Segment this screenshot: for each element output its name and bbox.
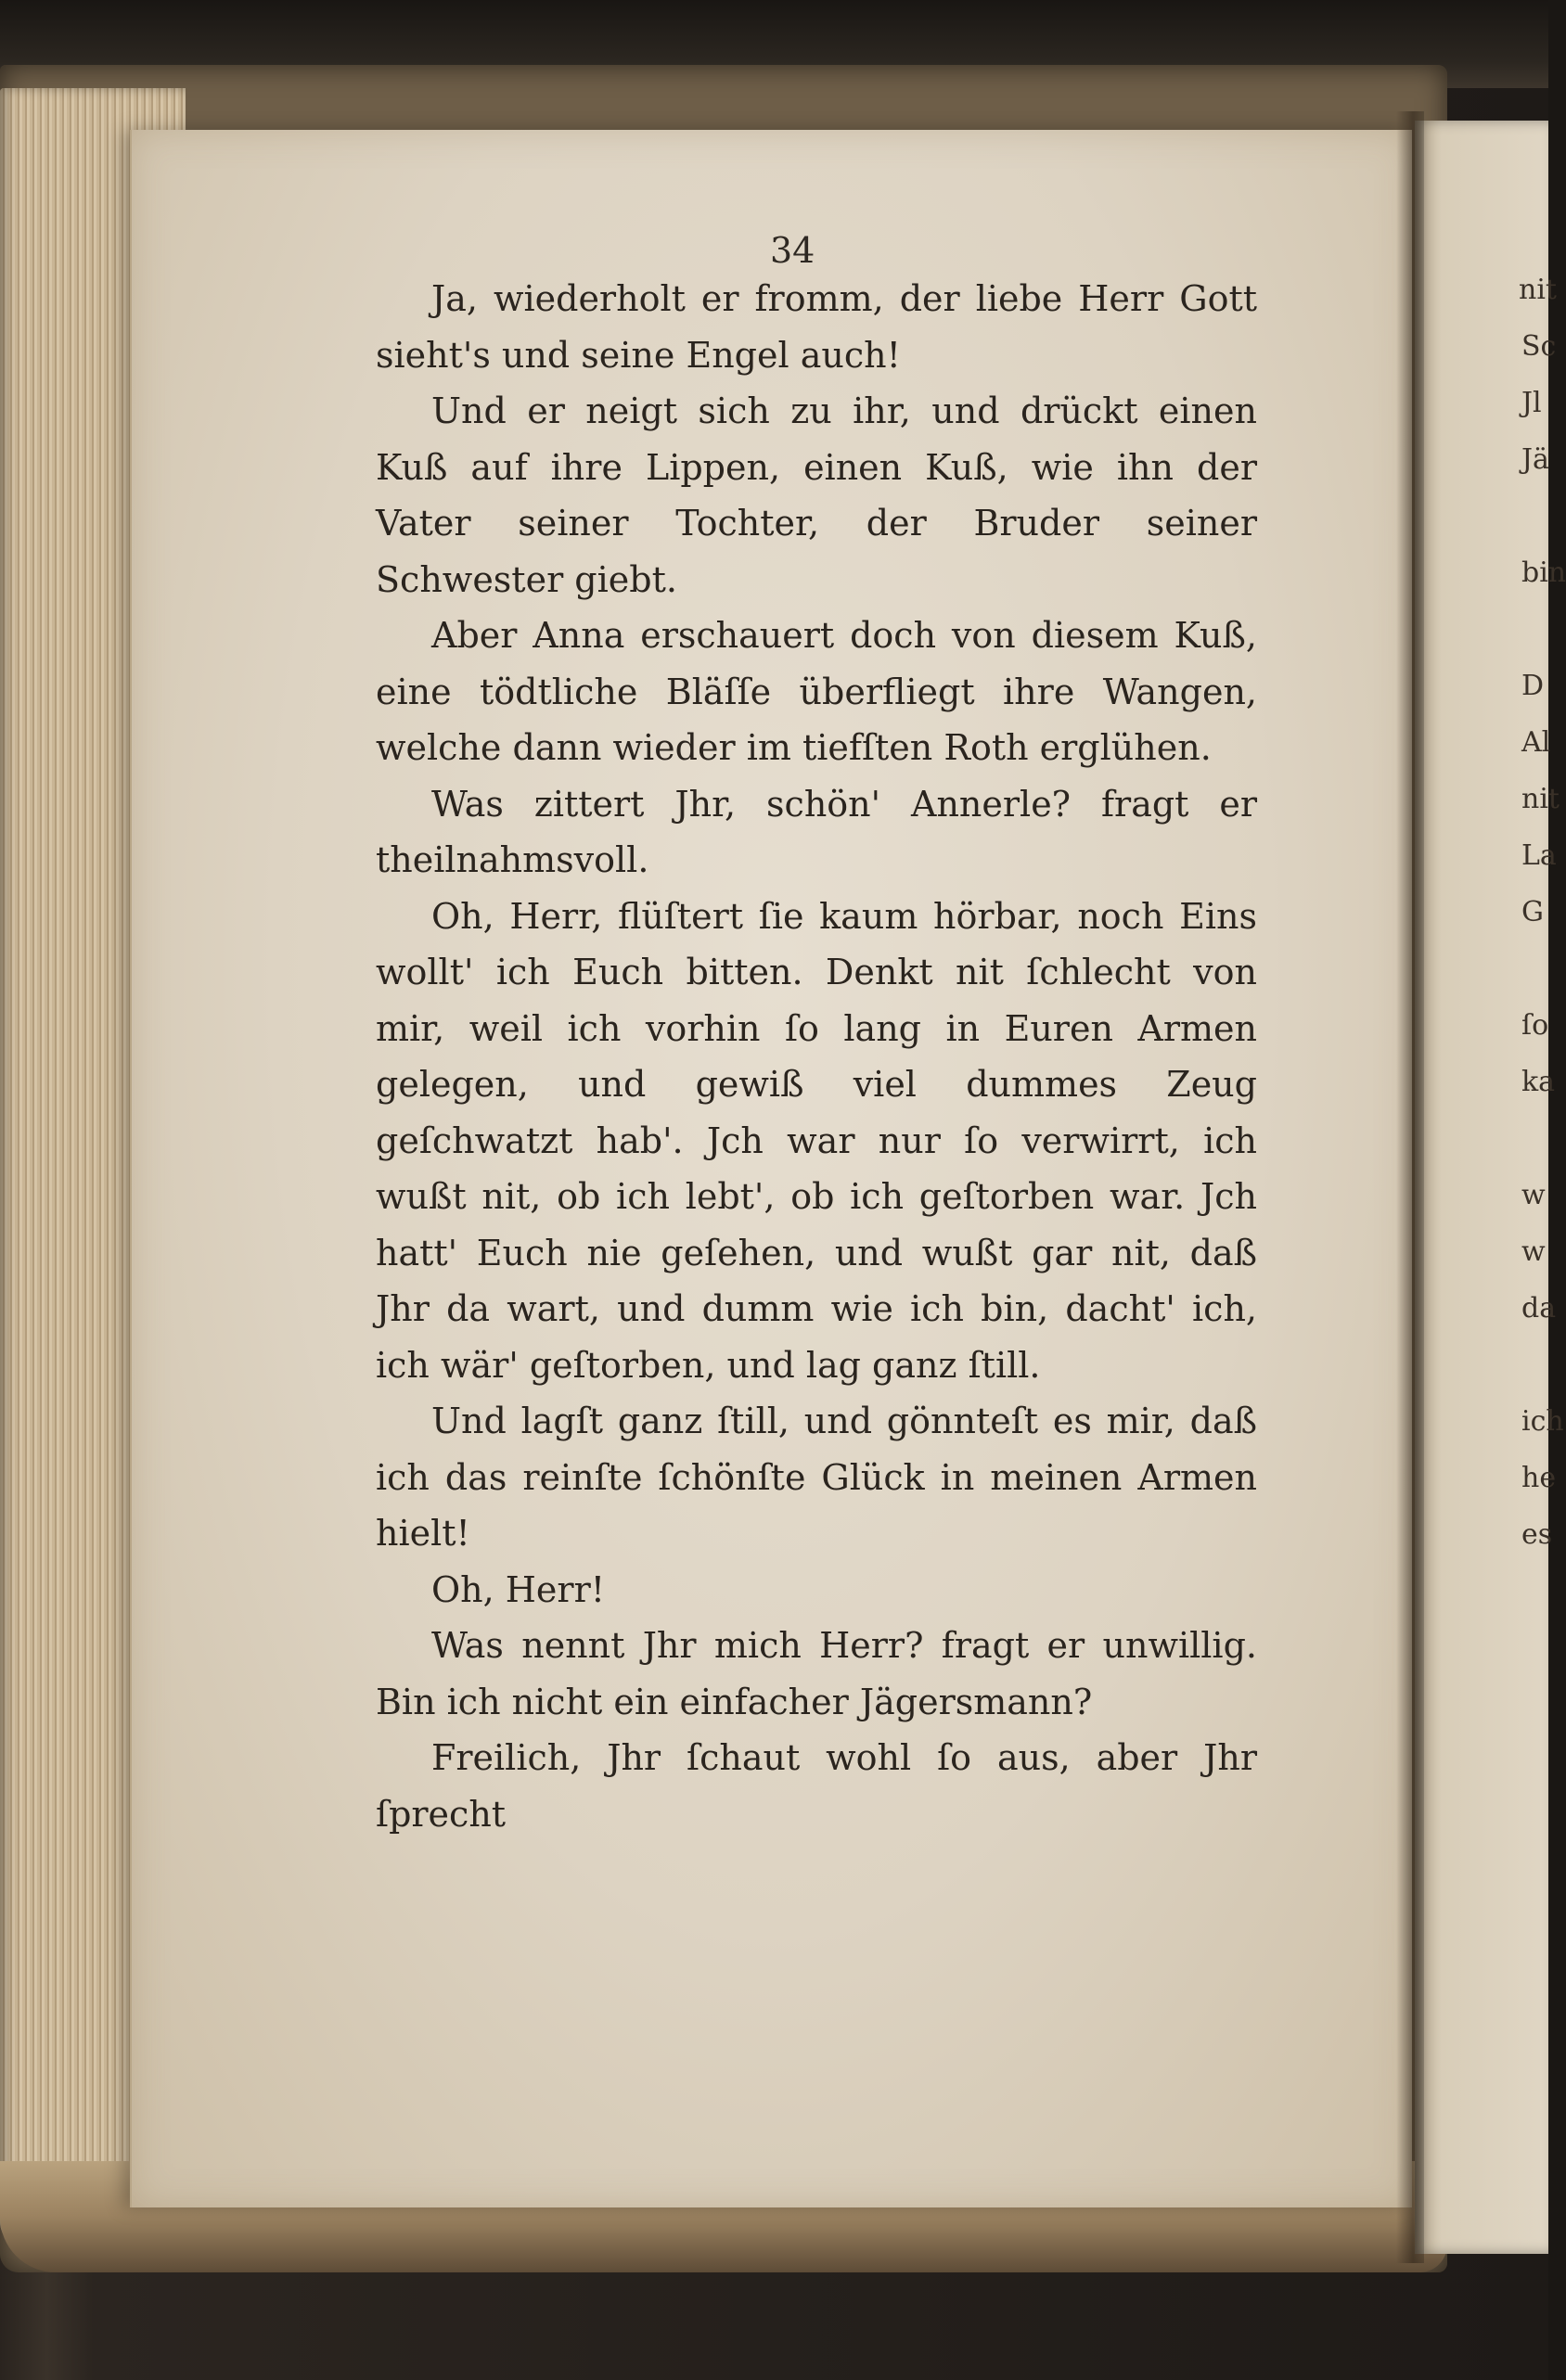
facing-fragment: La (1521, 839, 1557, 872)
paragraph: Ja, wiederholt er fromm, der liebe Herr Gott sieht's und seine Engel auch! (376, 278, 1257, 376)
facing-fragment: da (1521, 1292, 1557, 1324)
facing-fragment: w (1521, 1235, 1546, 1268)
facing-fragment: Sc (1521, 330, 1557, 363)
facing-fragment: Al (1521, 726, 1551, 759)
paragraph: Und er neigt sich zu ihr, und drückt einen Kuß auf ihre Lippen, einen Kuß, wie ihn der Vater seiner Tochter, der Bruder seiner Schwester giebt. (376, 390, 1257, 600)
facing-fragment: Jä (1521, 443, 1549, 476)
facing-fragment: ich (1521, 1405, 1564, 1438)
facing-fragment: D (1521, 670, 1545, 702)
gutter-shadow (1396, 111, 1424, 2263)
facing-fragment: G (1521, 896, 1544, 928)
paragraph: Was nennt Jhr mich Herr? fragt er unwillig. Bin ich nicht ein einfacher Jägersmann? (376, 1625, 1257, 1722)
facing-fragment: w (1521, 1179, 1546, 1211)
facing-fragment: nit (1521, 783, 1560, 815)
facing-fragment: Jl (1521, 387, 1542, 419)
facing-fragment: es (1521, 1518, 1553, 1551)
body-text (376, 271, 1257, 1842)
facing-fragment: ka (1521, 1066, 1556, 1098)
paragraph: Aber Anna erschauert doch von diesem Kuß, eine tödtliche Bläſſe überfliegt ihre Wangen, welche dann wieder im tiefſten Roth erglühen. (376, 615, 1257, 768)
facing-fragment: nit (1519, 274, 1557, 306)
facing-fragment: bin (1521, 557, 1566, 589)
facing-fragment: he (1521, 1462, 1557, 1494)
paragraph: Was zittert Jhr, schön' Annerle? fragt er theilnahmsvoll. (376, 783, 1257, 880)
page-number: 34 (770, 230, 815, 271)
paragraph: Oh, Herr, flüſtert ſie kaum hörbar, noch Eins wollt' ich Euch bitten. Denkt nit ſchlecht von mir, weil ich vorhin ſo lang in Euren Armen gelegen, und gewiß viel dummes Zeug geſchwatzt hab'. Jch war nur ſo verwirrt, ich wußt nit, ob ich lebt', ob ich geſtorben war. Jch hatt' Euch nie geſehen, und wußt gar nit, daß Jhr da wart, und dumm wie ich bin, dacht' ich, ich wär' geſtorben, und lag ganz ſtill. (376, 895, 1257, 1386)
paragraph: Freilich, Jhr ſchaut wohl ſo aus, aber Jhr ſprecht (376, 1737, 1257, 1835)
facing-page (1415, 121, 1566, 2254)
paragraph: Oh, Herr! (431, 1568, 606, 1610)
paragraph: Und lagſt ganz ſtill, und gönnteſt es mir, daß ich das reinſte ſchönſte Glück in meinen Armen hielt! (376, 1401, 1257, 1554)
facing-fragment: ſo (1521, 1009, 1549, 1042)
